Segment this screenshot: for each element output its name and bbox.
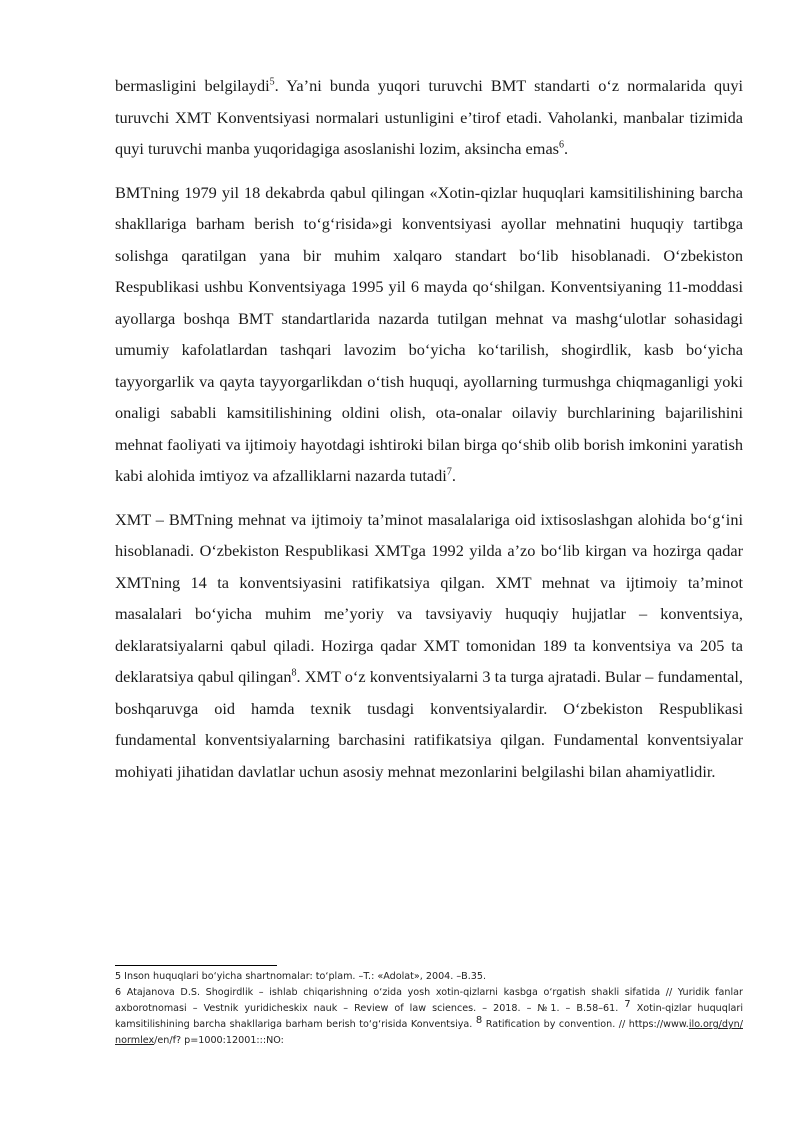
paragraph-text: . [564, 139, 569, 158]
footnote-5: 5 Inson huquqlari bo‘yicha shartnomalar: to‘plam. –T.: «Adolat», 2004. –B.35. [115, 971, 487, 982]
footnote-text: 6 Atajanova D.S. Shogirdlik – ishlab chiqarishning o‘zida yosh xotin-qizlarni kasbga o‘rgatish shakli sifatida // Yuridik fanlar axborotnomasi – Vestnik yuridicheskix nauk – Review of law sciences. – 2018. – №1. – B.58–61. [115, 987, 743, 1014]
footnote-text: Ratification by convention. // https://www. [482, 1019, 689, 1030]
paragraph-text: bermasligini belgilaydi [115, 76, 270, 95]
footnote-mark-7: 7 [624, 998, 631, 1010]
paragraph-3 [115, 504, 743, 788]
paragraph-text: XMT – BMTning mehnat va ijtimoiy ta’minot masalalariga oid ixtisoslashgan alohida bo‘g‘ini hisoblanadi. O‘zbekiston Respublikasi XMTga 1992 yilda a’zo bo‘lib kirgan va hozirga qadar XMTning 14 ta konventsiyasini ratifikatsiya qilgan. XMT mehnat va ijtimoiy ta’minot masalalari bo‘yicha muhim me’yoriy va tavsiyaviy huquqiy hujjatlar – konventsiya, deklaratsiyalarni qabul qiladi. Hozirga qadar XMT tomonidan 189 ta konventsiya va 205 ta deklaratsiya qabul qilingan [115, 509, 743, 686]
footnote-ref-7[interactable]: 7 [446, 466, 452, 478]
footnote-ref-8[interactable]: 8 [291, 667, 297, 679]
paragraph-text: . Ya’ni bunda yuqori turuvchi BMT standarti o‘z normalarida quyi turuvchi XMT Konventsiyasi normalari ustunligini e’tirof etadi. Vaholanki, manbalar tizimida quyi turuvchi manba yuqoridagiga asoslanishi lozim, aksincha emas [115, 76, 743, 158]
footnote-mark-8: 8 [475, 1014, 483, 1026]
footnote-text: /en/f? p=1000:12001:::NO: [154, 1035, 284, 1046]
paragraph-text: . XMT o‘z konventsiyalarni 3 ta turga ajratadi. Bular – fundamental, boshqaruvga oid hamda texnik tusdagi konventsiyalardir. O‘zbekiston Respublikasi fundamental konventsiyalarning barchasini ratifikatsiya qilgan. Fundamental konventsiyalar mohiyati jihatidan davlatlar uchun asosiy mehnat mezonlarini belgilashi bilan ahamiyatlidir. [115, 667, 743, 781]
document-body [115, 70, 743, 799]
paragraph-text: BMTning 1979 yil 18 dekabrda qabul qilingan «Xotin-qizlar huquqlari kamsitilishining barcha shakllariga barham berish to‘g‘risida»gi konventsiyasi ayollar mehnatini huquqiy tartibga solishga qaratilgan yana bir muhim xalqaro standart bo‘lib hisoblanadi. O‘zbekiston Respublikasi ushbu Konventsiyaga 1995 yil 6 mayda qo‘shilgan. Konventsiyaning 11-moddasi ayollarga boshqa BMT standartlarida nazarda tutilgan mehnat va mashg‘ulotlar sohasidagi umumiy kafolatlardan tashqari lavozim bo‘yicha ko‘tarilish, shogirdlik, kasb bo‘yicha tayyorgarlik va qayta tayyorgarlikdan o‘tish huquqi, ayollarning turmushga chiqmaganligi yoki onaligi sababli kamsitilishining oldini olish, ota-onalar oilaviy burchlarining bajarilishini mehnat faoliyati va ijtimoiy hayotdagi ishtiroki bilan birga qo‘shib olib borish imkonini yaratish kabi alohida imtiyoz va afzalliklarni nazarda tutadi [115, 182, 743, 485]
footnote-link[interactable]: ilo.org/dyn/ normlex [115, 1019, 743, 1046]
footnote-6 [115, 985, 743, 1049]
footnote-text: Xotin-qizlar huquqlari kamsitilishining barcha shakllariga barham berish to‘g‘risida Konventsiya. [115, 1003, 743, 1030]
footnote-ref-6[interactable]: 6 [559, 139, 565, 151]
footnote-separator [115, 965, 277, 966]
paragraph-text: . [451, 466, 456, 485]
footnote-ref-5[interactable]: 5 [269, 76, 275, 88]
paragraph-1 [115, 70, 743, 165]
footnotes [115, 969, 743, 1049]
paragraph-2 [115, 177, 743, 492]
